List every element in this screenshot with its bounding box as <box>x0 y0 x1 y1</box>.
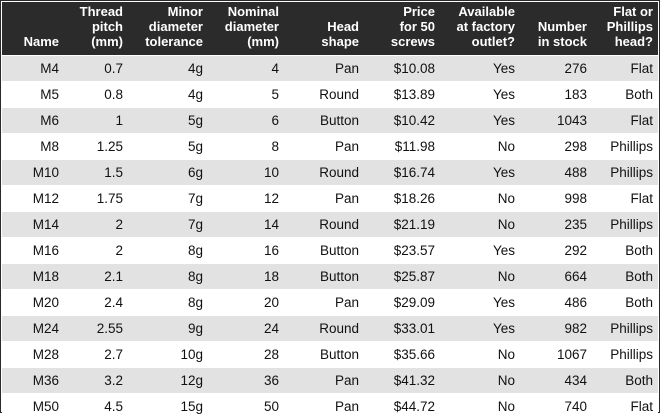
table-row <box>2 107 658 133</box>
cell-head-shape: Pan <box>284 185 364 211</box>
cell-head-shape: Pan <box>284 393 364 419</box>
cell-price: $44.72 <box>364 393 440 419</box>
cell-name: M24 <box>2 315 64 341</box>
cell-head-shape: Round <box>284 315 364 341</box>
cell-nominal-diameter: 36 <box>208 367 284 393</box>
cell-thread-pitch: 1.75 <box>64 185 128 211</box>
table-row <box>2 289 658 315</box>
cell-stock: 740 <box>520 393 592 419</box>
cell-name: M12 <box>2 185 64 211</box>
cell-head-shape: Pan <box>284 55 364 81</box>
cell-thread-pitch: 0.8 <box>64 81 128 107</box>
cell-head-type: Both <box>592 367 658 393</box>
cell-head-type: Both <box>592 237 658 263</box>
cell-minor-diameter-tolerance: 5g <box>128 107 208 133</box>
cell-minor-diameter-tolerance: 8g <box>128 263 208 289</box>
cell-name: M28 <box>2 341 64 367</box>
column-header-availability: Available at factory outlet? <box>440 2 520 55</box>
cell-availability: No <box>440 341 520 367</box>
cell-price: $29.09 <box>364 289 440 315</box>
cell-head-type: Phillips <box>592 341 658 367</box>
cell-price: $25.87 <box>364 263 440 289</box>
cell-minor-diameter-tolerance: 7g <box>128 211 208 237</box>
cell-stock: 486 <box>520 289 592 315</box>
cell-stock: 276 <box>520 55 592 81</box>
cell-minor-diameter-tolerance: 9g <box>128 315 208 341</box>
table-body <box>2 55 658 419</box>
table-row <box>2 185 658 211</box>
cell-nominal-diameter: 20 <box>208 289 284 315</box>
cell-price: $11.98 <box>364 133 440 159</box>
cell-thread-pitch: 3.2 <box>64 367 128 393</box>
cell-head-shape: Button <box>284 237 364 263</box>
cell-availability: No <box>440 185 520 211</box>
cell-minor-diameter-tolerance: 10g <box>128 341 208 367</box>
cell-minor-diameter-tolerance: 7g <box>128 185 208 211</box>
cell-thread-pitch: 0.7 <box>64 55 128 81</box>
table-header <box>2 2 658 55</box>
column-header-minor-diameter-tolerance: Minor diameter tolerance <box>128 2 208 55</box>
cell-thread-pitch: 2.55 <box>64 315 128 341</box>
cell-name: M6 <box>2 107 64 133</box>
cell-price: $10.42 <box>364 107 440 133</box>
cell-availability: Yes <box>440 55 520 81</box>
cell-name: M36 <box>2 367 64 393</box>
cell-head-shape: Round <box>284 211 364 237</box>
cell-thread-pitch: 1.5 <box>64 159 128 185</box>
cell-availability: Yes <box>440 81 520 107</box>
table-row <box>2 81 658 107</box>
cell-head-type: Both <box>592 289 658 315</box>
cell-stock: 298 <box>520 133 592 159</box>
cell-thread-pitch: 4.5 <box>64 393 128 419</box>
table-row <box>2 341 658 367</box>
cell-thread-pitch: 1 <box>64 107 128 133</box>
cell-head-type: Both <box>592 81 658 107</box>
cell-thread-pitch: 1.25 <box>64 133 128 159</box>
cell-nominal-diameter: 12 <box>208 185 284 211</box>
column-header-name: Name <box>2 2 64 55</box>
cell-minor-diameter-tolerance: 8g <box>128 237 208 263</box>
cell-head-type: Both <box>592 263 658 289</box>
cell-stock: 488 <box>520 159 592 185</box>
cell-head-type: Phillips <box>592 133 658 159</box>
table-row <box>2 211 658 237</box>
cell-price: $33.01 <box>364 315 440 341</box>
cell-minor-diameter-tolerance: 4g <box>128 81 208 107</box>
cell-availability: No <box>440 133 520 159</box>
cell-price: $13.89 <box>364 81 440 107</box>
cell-head-type: Flat <box>592 107 658 133</box>
cell-name: M8 <box>2 133 64 159</box>
cell-nominal-diameter: 16 <box>208 237 284 263</box>
cell-availability: Yes <box>440 159 520 185</box>
cell-head-type: Flat <box>592 55 658 81</box>
table-row <box>2 159 658 185</box>
column-header-thread-pitch: Thread pitch (mm) <box>64 2 128 55</box>
cell-head-type: Phillips <box>592 159 658 185</box>
cell-stock: 1067 <box>520 341 592 367</box>
cell-nominal-diameter: 18 <box>208 263 284 289</box>
table-row <box>2 367 658 393</box>
column-header-head-shape: Head shape <box>284 2 364 55</box>
table-row <box>2 55 658 81</box>
cell-name: M5 <box>2 81 64 107</box>
cell-head-shape: Round <box>284 81 364 107</box>
cell-nominal-diameter: 8 <box>208 133 284 159</box>
cell-price: $18.26 <box>364 185 440 211</box>
cell-price: $41.32 <box>364 367 440 393</box>
column-header-nominal-diameter: Nominal diameter (mm) <box>208 2 284 55</box>
cell-stock: 982 <box>520 315 592 341</box>
cell-price: $21.19 <box>364 211 440 237</box>
cell-name: M50 <box>2 393 64 419</box>
cell-price: $16.74 <box>364 159 440 185</box>
cell-availability: No <box>440 211 520 237</box>
cell-thread-pitch: 2 <box>64 237 128 263</box>
cell-head-shape: Button <box>284 107 364 133</box>
cell-availability: No <box>440 263 520 289</box>
column-header-price: Price for 50 screws <box>364 2 440 55</box>
cell-name: M18 <box>2 263 64 289</box>
cell-minor-diameter-tolerance: 15g <box>128 393 208 419</box>
header-row <box>2 2 658 55</box>
table-row <box>2 133 658 159</box>
cell-thread-pitch: 2 <box>64 211 128 237</box>
cell-head-shape: Pan <box>284 289 364 315</box>
cell-head-type: Phillips <box>592 315 658 341</box>
cell-thread-pitch: 2.7 <box>64 341 128 367</box>
cell-availability: Yes <box>440 237 520 263</box>
cell-head-type: Phillips <box>592 211 658 237</box>
cell-nominal-diameter: 4 <box>208 55 284 81</box>
table-row <box>2 263 658 289</box>
cell-price: $10.08 <box>364 55 440 81</box>
cell-stock: 235 <box>520 211 592 237</box>
cell-nominal-diameter: 24 <box>208 315 284 341</box>
cell-availability: Yes <box>440 315 520 341</box>
column-header-stock: Number in stock <box>520 2 592 55</box>
cell-minor-diameter-tolerance: 12g <box>128 367 208 393</box>
cell-name: M14 <box>2 211 64 237</box>
cell-stock: 183 <box>520 81 592 107</box>
cell-thread-pitch: 2.1 <box>64 263 128 289</box>
cell-name: M10 <box>2 159 64 185</box>
cell-stock: 434 <box>520 367 592 393</box>
cell-price: $35.66 <box>364 341 440 367</box>
cell-stock: 292 <box>520 237 592 263</box>
cell-nominal-diameter: 28 <box>208 341 284 367</box>
cell-stock: 998 <box>520 185 592 211</box>
cell-head-type: Flat <box>592 185 658 211</box>
column-header-head-type: Flat or Phillips head? <box>592 2 658 55</box>
cell-availability: Yes <box>440 289 520 315</box>
table-row <box>2 237 658 263</box>
cell-thread-pitch: 2.4 <box>64 289 128 315</box>
cell-availability: No <box>440 367 520 393</box>
cell-nominal-diameter: 10 <box>208 159 284 185</box>
cell-nominal-diameter: 14 <box>208 211 284 237</box>
table-row <box>2 393 658 419</box>
cell-head-shape: Round <box>284 159 364 185</box>
cell-name: M20 <box>2 289 64 315</box>
cell-nominal-diameter: 50 <box>208 393 284 419</box>
cell-head-shape: Button <box>284 263 364 289</box>
cell-name: M4 <box>2 55 64 81</box>
cell-nominal-diameter: 6 <box>208 107 284 133</box>
cell-head-shape: Pan <box>284 367 364 393</box>
cell-availability: No <box>440 393 520 419</box>
cell-minor-diameter-tolerance: 5g <box>128 133 208 159</box>
cell-minor-diameter-tolerance: 8g <box>128 289 208 315</box>
cell-minor-diameter-tolerance: 6g <box>128 159 208 185</box>
cell-availability: Yes <box>440 107 520 133</box>
cell-stock: 1043 <box>520 107 592 133</box>
table-row <box>2 315 658 341</box>
cell-price: $23.57 <box>364 237 440 263</box>
cell-head-type: Flat <box>592 393 658 419</box>
cell-head-shape: Pan <box>284 133 364 159</box>
cell-head-shape: Button <box>284 341 364 367</box>
cell-minor-diameter-tolerance: 4g <box>128 55 208 81</box>
cell-nominal-diameter: 5 <box>208 81 284 107</box>
cell-stock: 664 <box>520 263 592 289</box>
cell-name: M16 <box>2 237 64 263</box>
screw-specifications-table <box>2 2 658 419</box>
